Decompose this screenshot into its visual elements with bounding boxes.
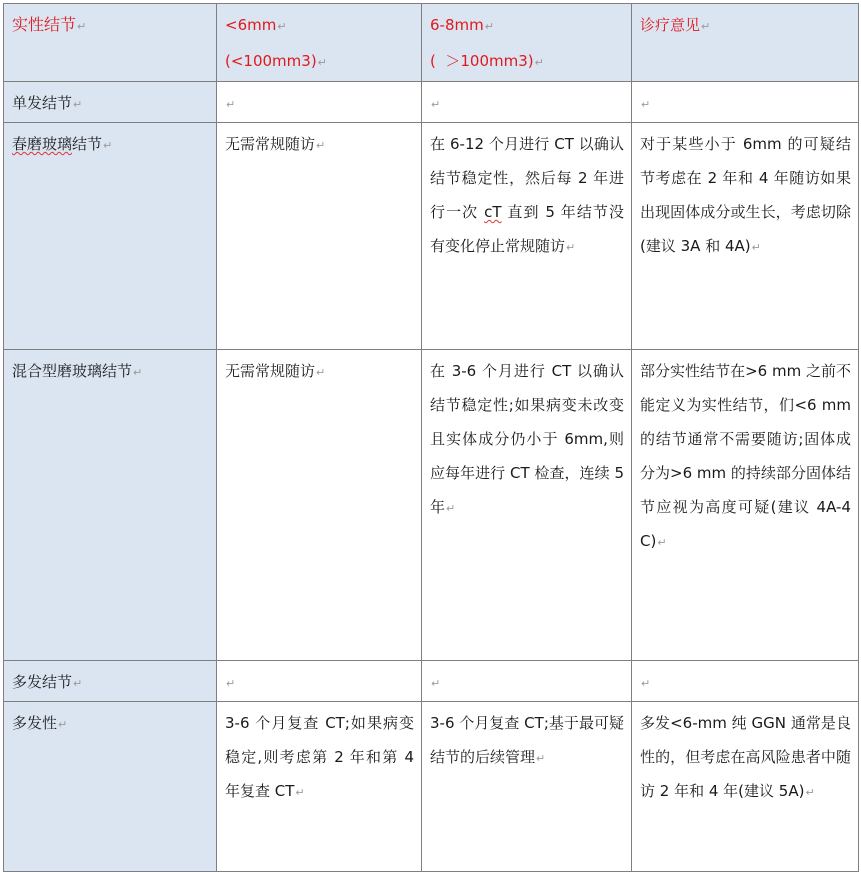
empty-cell: ↵ bbox=[422, 661, 632, 702]
cell-lt6-ggn: 无需常规随访↵ bbox=[217, 123, 422, 350]
empty-cell: ↵ bbox=[632, 82, 859, 123]
header-6-8mm: 6-8mm↵ ( ＞100mm3)↵ bbox=[422, 4, 632, 82]
header-solid-nodule: 实性结节↵ bbox=[4, 4, 217, 82]
empty-cell: ↵ bbox=[217, 82, 422, 123]
cell-advice-ggn: 对于某些小于 6mm 的可疑结节考虑在 2 年和 4 年随访如果出现固体成分或生长，考虑切除(建议 3A 和 4A)↵ bbox=[632, 123, 859, 350]
section-label-multi: 多发结节↵ bbox=[4, 661, 217, 702]
table-row-ggn bbox=[4, 123, 859, 350]
empty-cell: ↵ bbox=[217, 661, 422, 702]
table-row-mixed bbox=[4, 350, 859, 661]
cell-advice-mixed: 部分实性结节在>6 mm 之前不能定义为实性结节，们<6 mm 的结节通常不需要随访;固体成分为>6 mm 的持续部分固体结节应视为高度可疑(建议 4A-4C)↵ bbox=[632, 350, 859, 661]
cell-advice-multiple: 多发<6-mm 纯 GGN 通常是良性的，但考虑在高风险患者中随访 2 年和 4 年(建议 5A)↵ bbox=[632, 702, 859, 872]
table-row-multiple bbox=[4, 702, 859, 872]
empty-cell: ↵ bbox=[422, 82, 632, 123]
empty-cell: ↵ bbox=[632, 661, 859, 702]
section-label-single: 单发结节↵ bbox=[4, 82, 217, 123]
cell-mid-multiple: 3-6 个月复查 CT;基于最可疑结节的后续管理↵ bbox=[422, 702, 632, 872]
nodule-guideline-table bbox=[3, 3, 859, 872]
section-row-single bbox=[4, 82, 859, 123]
cell-mid-mixed: 在 3-6 个月进行 CT 以确认结节稳定性;如果病变未改变且实体成分仍小于 6mm,则应每年进行 CT 检查，连续 5 年↵ bbox=[422, 350, 632, 661]
header-row bbox=[4, 4, 859, 82]
cell-mid-ggn: 在 6-12 个月进行 CT 以确认结节稳定性，然后每 2 年进行一次 cT 直到 5 年结节没有变化停止常规随访↵ bbox=[422, 123, 632, 350]
cell-lt6-mixed: 无需常规随访↵ bbox=[217, 350, 422, 661]
cell-lt6-multiple: 3-6 个月复查 CT;如果病变稳定,则考虑第 2 年和第 4 年复查 CT↵ bbox=[217, 702, 422, 872]
section-row-multi bbox=[4, 661, 859, 702]
header-advice: 诊疗意见↵ bbox=[632, 4, 859, 82]
row-label-multiple: 多发性↵ bbox=[4, 702, 217, 872]
row-label-mixed: 混合型磨玻璃结节↵ bbox=[4, 350, 217, 661]
header-lt6mm: <6mm↵ (<100mm3)↵ bbox=[217, 4, 422, 82]
row-label-ggn: 春磨玻璃结节↵ bbox=[4, 123, 217, 350]
